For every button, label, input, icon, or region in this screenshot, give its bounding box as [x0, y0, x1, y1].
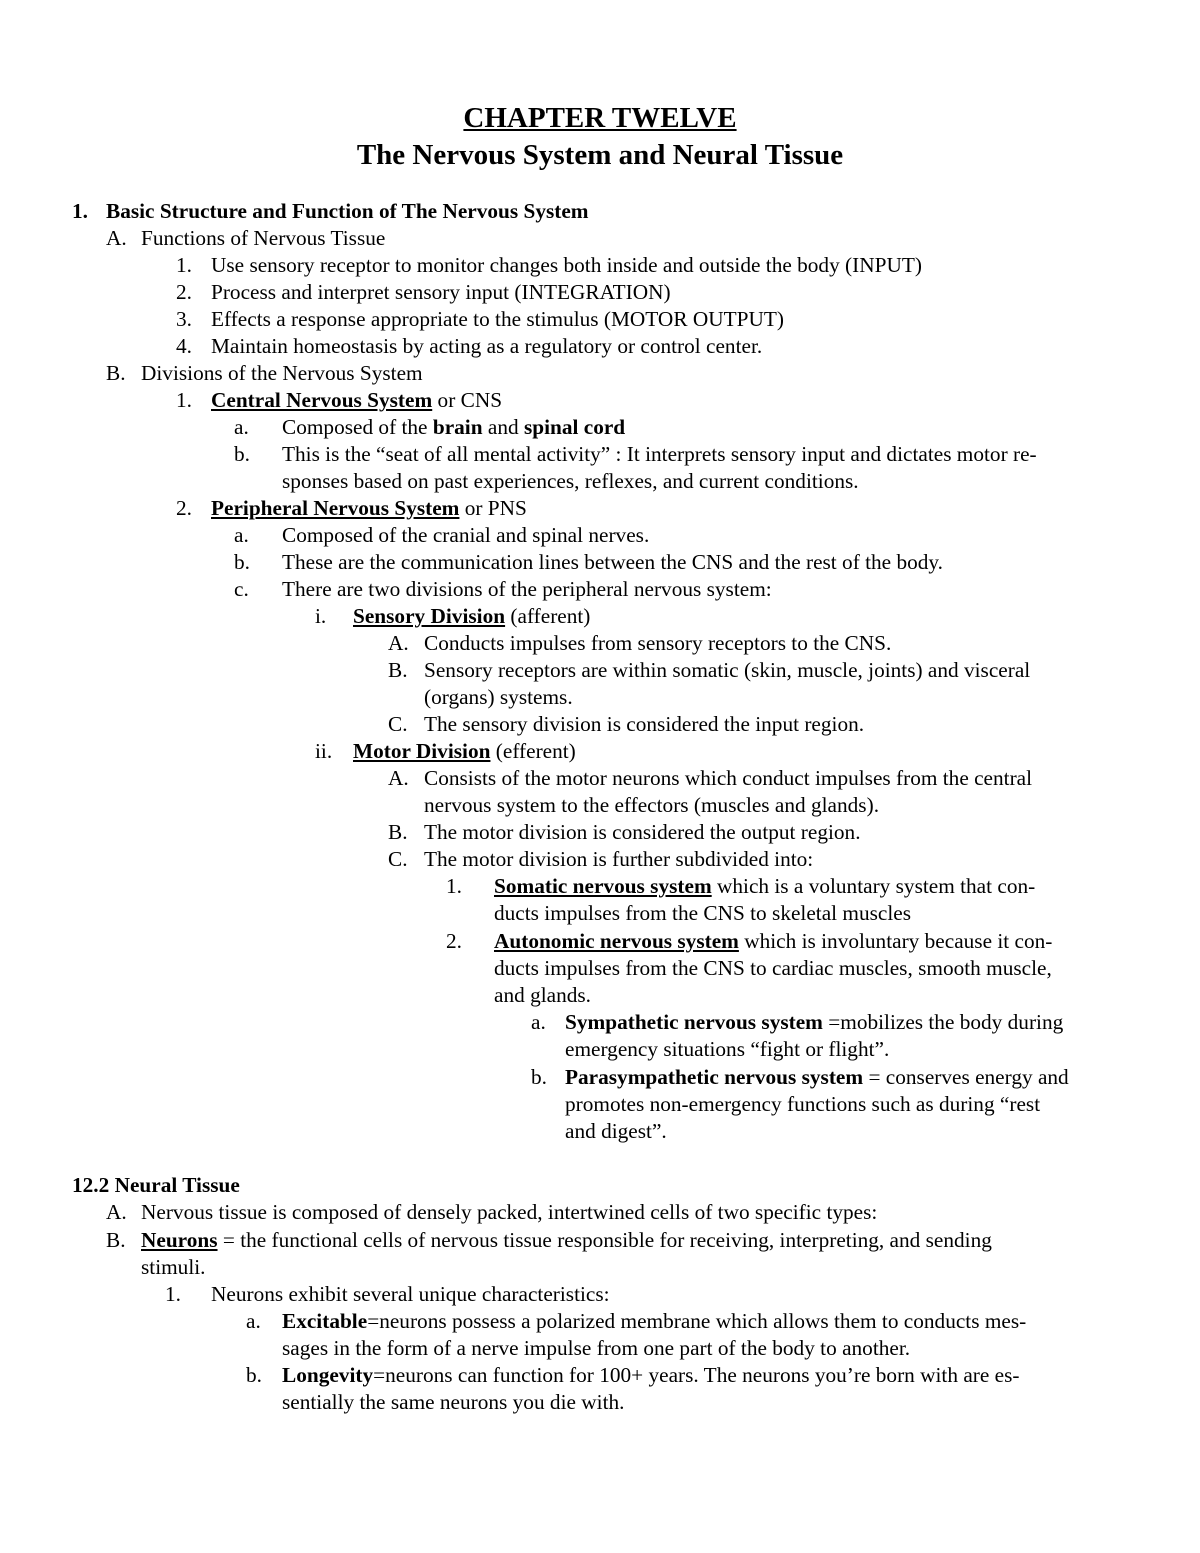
term-longevity: Longevity: [282, 1363, 374, 1387]
cns-item-b-line1: This is the “seat of all mental activity” : It interprets sensory input and dictates motor re-: [282, 442, 1037, 466]
sensory-item-b-line2: (organs) systems.: [424, 685, 573, 709]
outline-marker: a.: [234, 523, 249, 547]
outline-marker: b.: [234, 550, 250, 574]
outline-marker: B.: [106, 1228, 126, 1252]
term-parasympathetic: Parasympathetic nervous system: [565, 1065, 864, 1089]
cns-item-b-line2: sponses based on past experiences, reflexes, and current conditions.: [282, 469, 859, 493]
somatic-line2: ducts impulses from the CNS to skeletal muscles: [494, 901, 912, 925]
outline-marker: a.: [234, 415, 249, 439]
list-item: Effects a response appropriate to the stimulus (MOTOR OUTPUT): [211, 307, 784, 331]
term-neurons: Neurons: [141, 1228, 218, 1252]
outline-marker: 1.: [165, 1282, 181, 1306]
sensory-item-c: The sensory division is considered the input region.: [424, 712, 865, 736]
outline-marker: 2.: [176, 496, 192, 520]
list-item: Use sensory receptor to monitor changes both inside and outside the body (INPUT): [211, 253, 922, 277]
term-excitable: Excitable: [282, 1309, 368, 1333]
parasympathetic-line2: promotes non-emergency functions such as during “rest: [565, 1092, 1041, 1116]
outline-item-functions: Functions of Nervous Tissue: [141, 226, 386, 250]
motor-line: Motor Division (efferent): [353, 739, 576, 763]
outline-marker: B.: [388, 658, 408, 682]
term-autonomic: Autonomic nervous system: [494, 929, 739, 953]
pns-item-c: There are two divisions of the peripheral nervous system:: [282, 577, 772, 601]
outline-marker: 2.: [446, 929, 462, 953]
neural-item-b-line1: Neurons = the functional cells of nervous tissue responsible for receiving, interpreting, and sending: [141, 1228, 992, 1252]
outline-marker: 1.: [176, 388, 192, 412]
outline-marker: A.: [388, 766, 409, 790]
motor-item-c: The motor division is further subdivided into:: [424, 847, 814, 871]
longevity-line1: Longevity=neurons can function for 100+ years. The neurons you’re born with are es-: [282, 1363, 1020, 1387]
outline-marker: b.: [531, 1065, 547, 1089]
neural-item-b-line2: stimuli.: [141, 1255, 206, 1279]
section1-heading: Basic Structure and Function of The Nervous System: [106, 199, 589, 223]
term-pns: Peripheral Nervous System: [211, 496, 460, 520]
outline-marker: 3.: [176, 307, 192, 331]
neural-item-a: Nervous tissue is composed of densely packed, intertwined cells of two specific types:: [141, 1200, 878, 1224]
longevity-line2: sentially the same neurons you die with.: [282, 1390, 625, 1414]
motor-item-a-line2: nervous system to the effectors (muscles and glands).: [424, 793, 880, 817]
outline-marker: 2.: [176, 280, 192, 304]
excitable-line1: Excitable=neurons possess a polarized membrane which allows them to conducts mes-: [282, 1309, 1027, 1333]
excitable-line2: sages in the form of a nerve impulse from one part of the body to another.: [282, 1336, 911, 1360]
sensory-item-a: Conducts impulses from sensory receptors to the CNS.: [424, 631, 892, 655]
outline-marker: C.: [388, 712, 408, 736]
parasympathetic-line3: and digest”.: [565, 1119, 667, 1143]
autonomic-line2: ducts impulses from the CNS to cardiac muscles, smooth muscle,: [494, 956, 1052, 980]
autonomic-line3: and glands.: [494, 983, 592, 1007]
outline-marker: A.: [388, 631, 409, 655]
motor-item-a-line1: Consists of the motor neurons which conduct impulses from the central: [424, 766, 1033, 790]
outline-marker: c.: [234, 577, 249, 601]
section1-number: 1.: [72, 199, 88, 223]
outline-marker: i.: [315, 604, 327, 628]
term-brain: brain: [432, 415, 483, 439]
term-spinal-cord: spinal cord: [523, 415, 626, 439]
outline-marker: 1.: [446, 874, 462, 898]
pns-item-b: These are the communication lines between the CNS and the rest of the body.: [282, 550, 943, 574]
term-cns: Central Nervous System: [211, 388, 433, 412]
motor-item-b: The motor division is considered the output region.: [424, 820, 861, 844]
outline-marker: 1.: [176, 253, 192, 277]
sensory-line: Sensory Division (afferent): [353, 604, 591, 628]
outline-marker: a.: [531, 1010, 546, 1034]
outline-marker: A.: [106, 1200, 127, 1224]
term-motor-division: Motor Division: [353, 739, 491, 763]
neural-item-1: Neurons exhibit several unique characteristics:: [211, 1282, 610, 1306]
term-sympathetic: Sympathetic nervous system: [565, 1010, 823, 1034]
section2-heading: 12.2 Neural Tissue: [72, 1173, 240, 1197]
outline-marker: b.: [234, 442, 250, 466]
outline-marker: A.: [106, 226, 127, 250]
outline-marker: 4.: [176, 334, 192, 358]
list-item: Process and interpret sensory input (INTEGRATION): [211, 280, 671, 304]
parasympathetic-line1: Parasympathetic nervous system = conserves energy and: [565, 1065, 1069, 1089]
outline-marker: a.: [246, 1309, 261, 1333]
cns-line: Central Nervous System or CNS: [211, 388, 503, 412]
outline-item-divisions: Divisions of the Nervous System: [141, 361, 423, 385]
outline-marker: b.: [246, 1363, 262, 1387]
outline-marker: C.: [388, 847, 408, 871]
chapter-title: The Nervous System and Neural Tissue: [356, 139, 844, 171]
pns-line: Peripheral Nervous System or PNS: [211, 496, 527, 520]
sympathetic-line1: Sympathetic nervous system =mobilizes the body during: [565, 1010, 1064, 1034]
term-sensory-division: Sensory Division: [353, 604, 506, 628]
outline-marker: B.: [388, 820, 408, 844]
term-somatic: Somatic nervous system: [494, 874, 712, 898]
list-item: Maintain homeostasis by acting as a regulatory or control center.: [211, 334, 763, 358]
somatic-line1: Somatic nervous system which is a voluntary system that con-: [494, 874, 1036, 898]
sensory-item-b-line1: Sensory receptors are within somatic (skin, muscle, joints) and visceral: [424, 658, 1031, 682]
chapter-heading: CHAPTER TWELVE: [463, 102, 737, 134]
outline-marker: B.: [106, 361, 126, 385]
autonomic-line1: Autonomic nervous system which is involuntary because it con-: [494, 929, 1053, 953]
sympathetic-line2: emergency situations “fight or flight”.: [565, 1037, 890, 1061]
outline-marker: ii.: [315, 739, 333, 763]
cns-item-a: Composed of the brain and spinal cord: [282, 415, 626, 439]
pns-item-a: Composed of the cranial and spinal nerves.: [282, 523, 650, 547]
